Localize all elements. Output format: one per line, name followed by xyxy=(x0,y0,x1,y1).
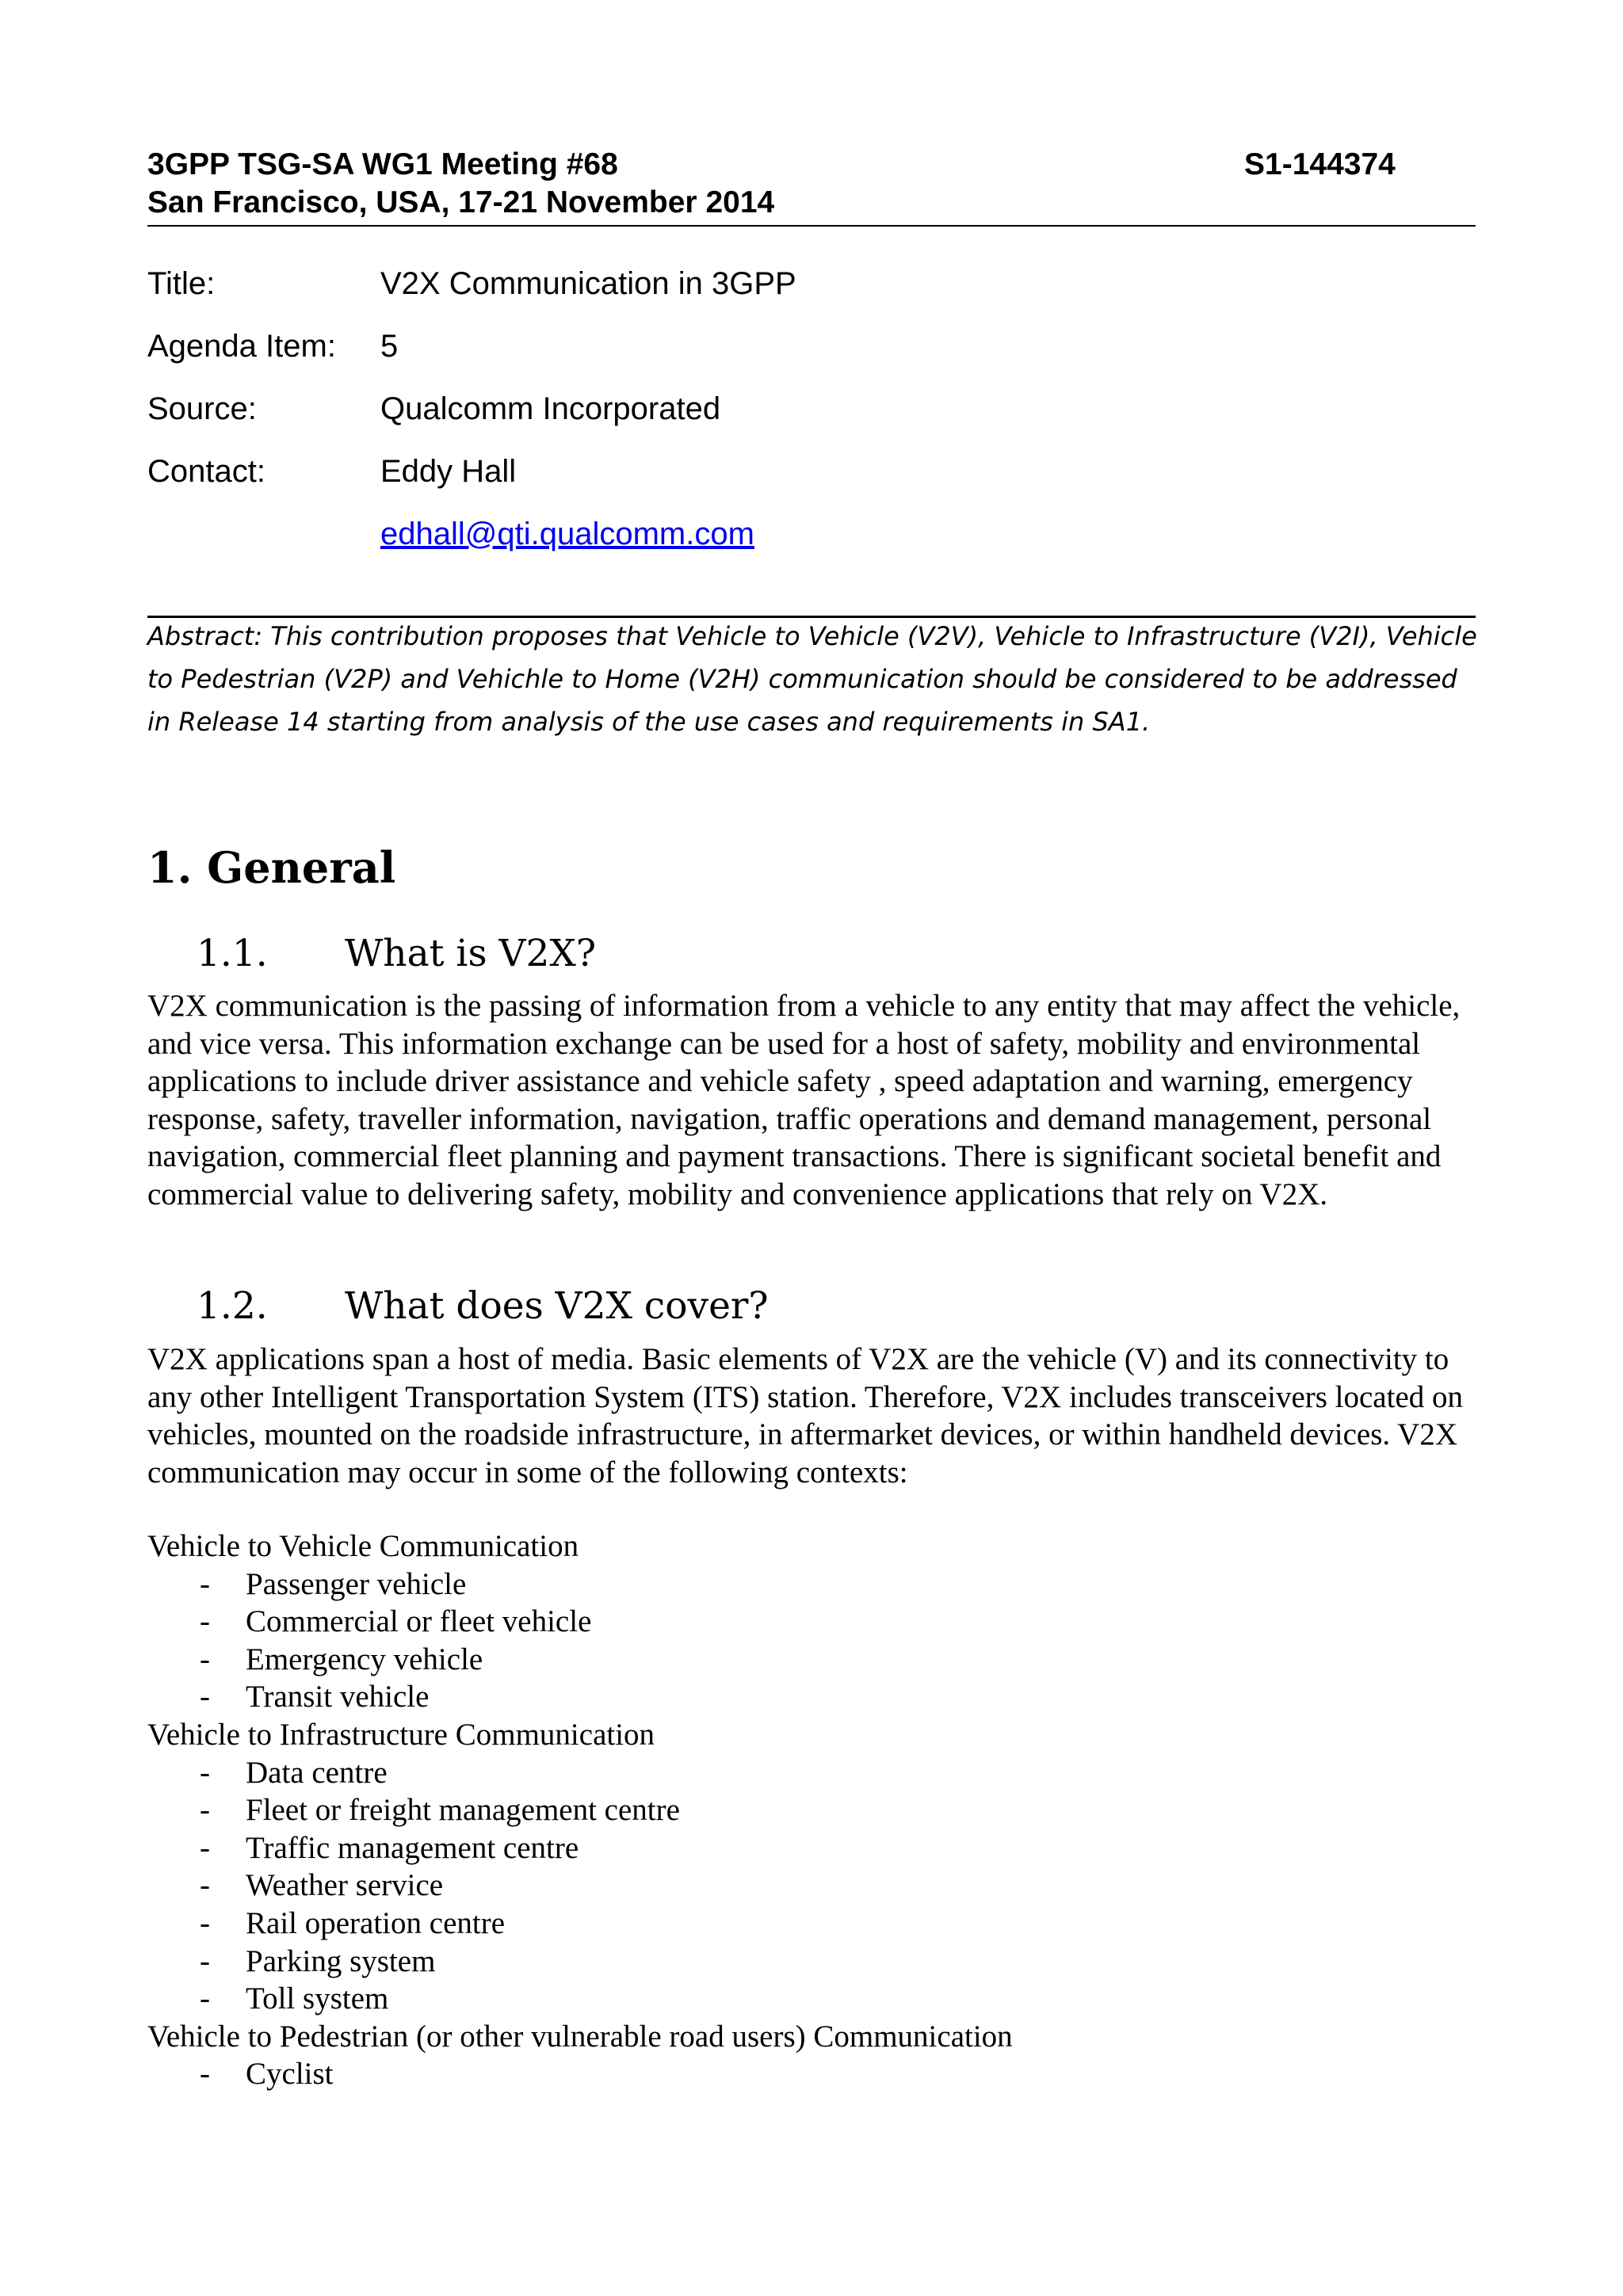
list-item: - Cyclist xyxy=(200,2057,334,2092)
meta-source-label: Source: xyxy=(147,391,257,426)
meta-contact-value: Eddy Hall xyxy=(380,454,517,489)
list-item: - Parking system xyxy=(200,1943,436,1978)
list-item: - Data centre xyxy=(200,1755,388,1790)
meta-source-value: Qualcomm Incorporated xyxy=(380,391,721,426)
context-group-label: Vehicle to Pedestrian (or other vulnerable road users) Communication xyxy=(147,2019,1013,2054)
header-divider xyxy=(147,225,1476,227)
contact-email-link[interactable]: edhall@qti.qualcomm.com xyxy=(380,517,754,551)
subsection-heading-what-does-v2x-cover xyxy=(197,1282,769,1331)
list-item: - Fleet or freight management centre xyxy=(200,1793,680,1828)
meta-contact-label: Contact: xyxy=(147,454,265,489)
list-item: - Passenger vehicle xyxy=(200,1566,467,1601)
list-item: - Transit vehicle xyxy=(200,1680,430,1714)
subsection-title: What is V2X? xyxy=(345,932,597,975)
list-item: - Toll system xyxy=(200,1981,389,2016)
context-group-label: Vehicle to Infrastructure Communication xyxy=(147,1717,655,1752)
meta-agenda-value: 5 xyxy=(380,329,399,364)
list-item: - Commercial or fleet vehicle xyxy=(200,1604,592,1639)
meeting-title: 3GPP TSG-SA WG1 Meeting #68 xyxy=(147,147,618,181)
paragraph-what-does-v2x-cover: V2X applications span a host of media. Basic elements of V2X are the vehicle (V) and its connectivity to any other Intelligent Transportation System (ITS) station. Therefore, V2X includes transceivers located on vehicles, mounted on the roadside infrastructure, in aftermarket devices, or within handheld devices. V2X communication may occur in some of the following contexts: xyxy=(147,1342,1464,1489)
subsection-number: 1.2. xyxy=(197,1284,268,1328)
paragraph-what-is-v2x: V2X communication is the passing of information from a vehicle to any entity that may affect the vehicle, and vice versa. This information exchange can be used for a host of safety, mobility and environmental applications to include driver assistance and vehicle safety , speed adaptation and warning, emergency response, safety, traveller information, navigation, traffic operations and demand management, personal navigation, commercial fleet planning and payment transactions. There is significant societal benefit and commercial value to delivering safety, mobility and convenience applications that rely on V2X. xyxy=(147,989,1461,1211)
context-group-label: Vehicle to Vehicle Communication xyxy=(147,1529,579,1563)
subsection-heading-what-is-v2x xyxy=(197,929,596,978)
meeting-location: San Francisco, USA, 17-21 November 2014 xyxy=(147,185,775,219)
document-number: S1-144374 xyxy=(1244,147,1396,181)
v2x-context-list xyxy=(147,1527,1013,2093)
section-heading-general: 1. General xyxy=(147,842,396,893)
subsection-number: 1.1. xyxy=(197,932,268,975)
list-item: - Emergency vehicle xyxy=(200,1642,483,1676)
context-group-v2v xyxy=(147,1527,1013,1716)
meta-title-label: Title: xyxy=(147,266,216,301)
list-item: - Weather service xyxy=(200,1868,444,1903)
list-item: - Traffic management centre xyxy=(200,1830,579,1865)
subsection-title: What does V2X cover? xyxy=(345,1284,769,1328)
context-group-v2i xyxy=(147,1716,1013,2018)
context-group-v2p xyxy=(147,2018,1013,2093)
meta-title-value: V2X Communication in 3GPP xyxy=(380,266,796,301)
abstract: Abstract: This contribution proposes that Vehicle to Vehicle (V2V), Vehicle to Infrastructure (V2I), Vehicle to Pedestrian (V2P) and Vehichle to Home (V2H) communication should be considered to be addressed in Release 14 starting from analysis of the use cases and requirements in SA1. xyxy=(147,621,1477,737)
list-item: - Rail operation centre xyxy=(200,1905,506,1940)
meta-agenda-label: Agenda Item: xyxy=(147,329,336,364)
